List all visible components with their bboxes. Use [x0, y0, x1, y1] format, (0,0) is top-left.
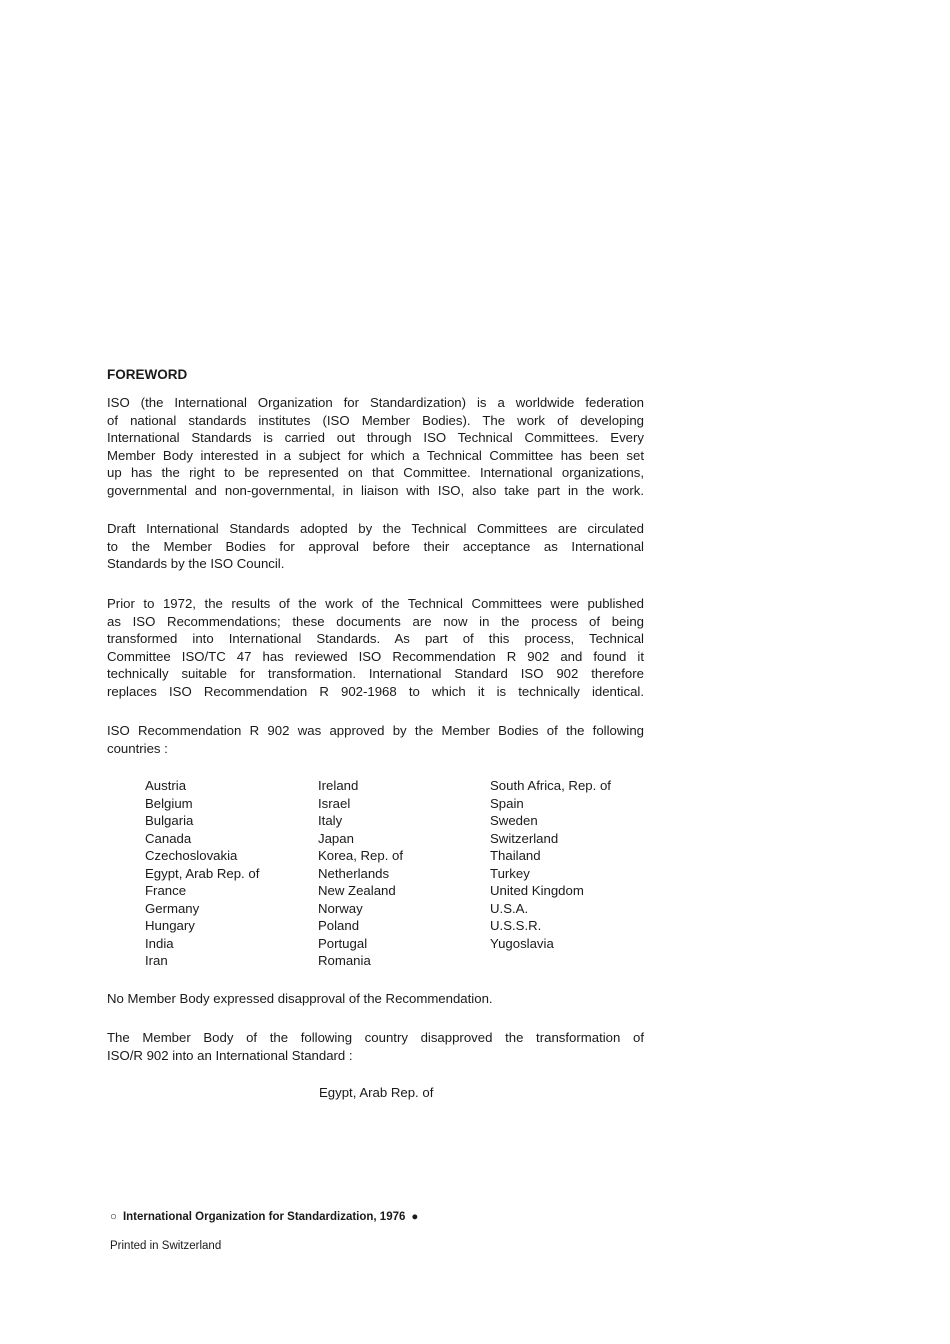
copyright-icon: ○ [110, 1211, 117, 1223]
country: Hungary [145, 918, 195, 933]
foreword-heading: FOREWORD [107, 367, 188, 382]
country: Sweden [490, 813, 538, 828]
text-line: ISO (the International Organization for Standardization) is a worldwide federation [107, 395, 644, 410]
text-line: International Standards is carried out through ISO Technical Committees. Every [107, 430, 644, 446]
bullet-icon: ● [411, 1211, 419, 1223]
printed-in: Printed in Switzerland [110, 1240, 222, 1252]
country-column-1 [145, 777, 259, 970]
text-line: of national standards institutes (ISO Member Bodies). The work of developing [107, 412, 644, 428]
country: Canada [145, 830, 192, 846]
paragraph-iso-intro [107, 394, 644, 500]
text-line: ISO Recommendation R 902 was approved by the Member Bodies of the following [107, 723, 644, 738]
country: Germany [145, 900, 200, 916]
country: Portugal [318, 935, 368, 951]
country: Belgium [145, 795, 193, 811]
text-line: governmental and non-governmental, in liaison with ISO, also take part in the work. [107, 482, 644, 498]
country: Bulgaria [145, 813, 194, 828]
text-line: Committee ISO/TC 47 has reviewed ISO Recommendation R 902 and found it [107, 648, 644, 664]
paragraph-approval [107, 722, 644, 757]
country: Iran [145, 953, 168, 968]
country: Norway [318, 900, 363, 916]
text-line: technically suitable for transformation. International Standard ISO 902 therefore [107, 666, 644, 682]
country: India [145, 935, 174, 951]
text-line: countries : [107, 740, 168, 756]
country: New Zealand [318, 883, 396, 898]
country: Romania [318, 953, 371, 968]
country: South Africa, Rep. of [490, 778, 611, 793]
text-line: The Member Body of the following country disapproved the transformation of [107, 1030, 644, 1045]
country: U.S.A. [490, 900, 529, 916]
country: Japan [318, 830, 354, 846]
country: Thailand [490, 848, 541, 863]
country-column-2 [318, 777, 403, 970]
paragraph-draft-standards [107, 520, 644, 573]
country: Yugoslavia [490, 935, 554, 951]
copyright-line [110, 1211, 418, 1223]
country-column-3 [490, 777, 611, 952]
text-line: Standards by the ISO Council. [107, 556, 285, 572]
paragraph-prior-1972 [107, 595, 644, 701]
country: Egypt, Arab Rep. of [145, 865, 260, 881]
text-line: transformed into International Standards. As part of this process, Technical [107, 631, 644, 647]
paragraph-disapproval [107, 1029, 644, 1064]
country: Netherlands [318, 865, 390, 881]
country: Israel [318, 795, 351, 811]
country: Turkey [490, 865, 530, 881]
country: Poland [318, 918, 360, 933]
text-line: Draft International Standards adopted by the Technical Committees are circulated [107, 521, 644, 536]
text-line: as ISO Recommendations; these documents are now in the process of being [107, 613, 644, 629]
country: United Kingdom [490, 883, 584, 898]
text-line: Prior to 1972, the results of the work of the Technical Committees were published [107, 596, 644, 611]
country: France [145, 883, 187, 898]
country: Italy [318, 813, 343, 828]
country: Czechoslovakia [145, 848, 238, 863]
country: Spain [490, 795, 524, 811]
text-line: Member Body interested in a subject for which a Technical Committee has been set [107, 447, 644, 463]
country: Switzerland [490, 830, 559, 846]
text-line: up has the right to be represented on that Committee. International organizations, [107, 465, 644, 481]
text-line: ISO/R 902 into an International Standard : [107, 1047, 353, 1063]
country: U.S.S.R. [490, 918, 542, 933]
copyright-text: International Organization for Standardization, 1976 [122, 1211, 406, 1223]
text-line: to the Member Bodies for approval before their acceptance as International [107, 538, 644, 554]
country: Ireland [318, 778, 359, 793]
country: Austria [145, 778, 187, 793]
text-line: replaces ISO Recommendation R 902-1968 to which it is technically identical. [107, 683, 644, 699]
no-disapproval-statement: No Member Body expressed disapproval of the Recommendation. [107, 991, 493, 1006]
disapproving-country: Egypt, Arab Rep. of [319, 1085, 434, 1100]
country: Korea, Rep. of [318, 848, 404, 863]
